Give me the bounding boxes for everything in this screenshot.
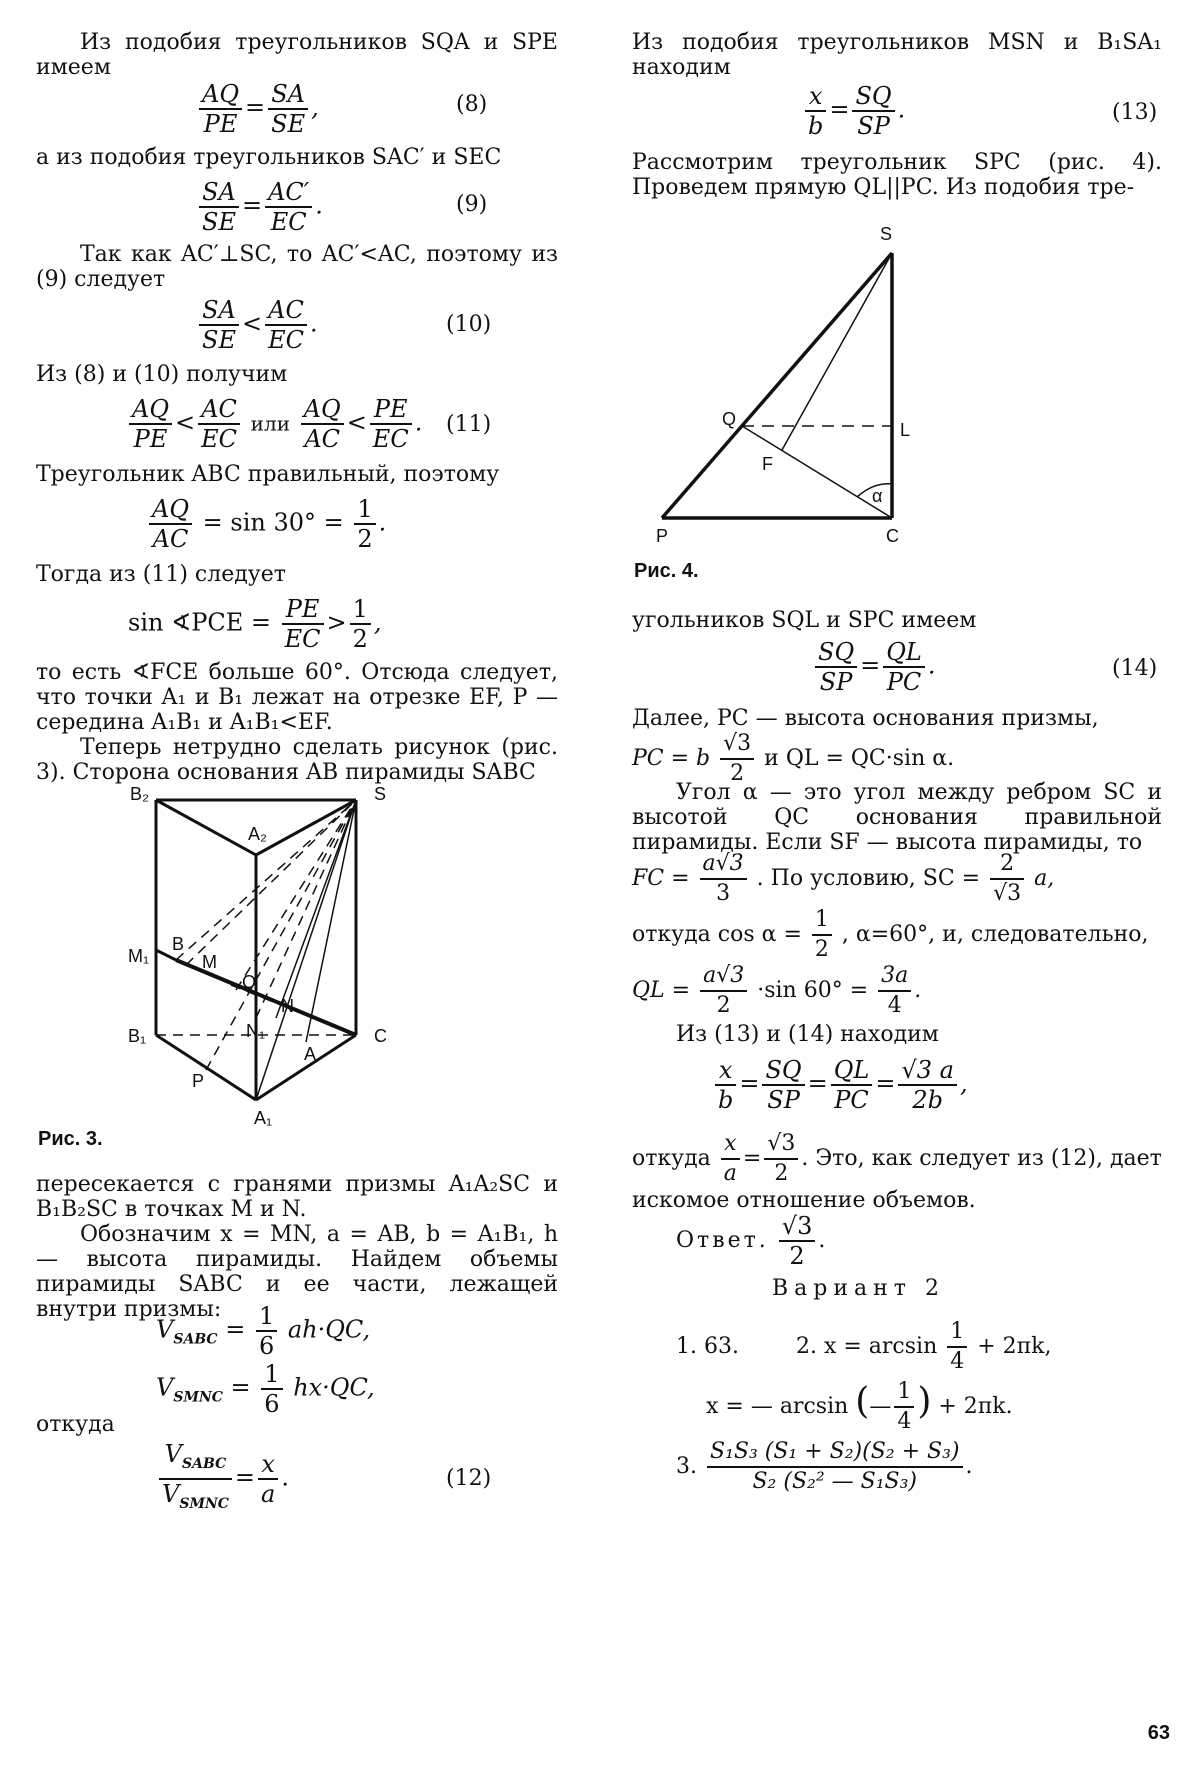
segment-sf: [782, 253, 892, 450]
fig-label: Q: [242, 972, 257, 992]
equation-final: $\frac{x}{b}$ = $\frac{SQ}{SP}$ = $\frac{QL}{PC}$ = $\frac{√3 a}{2b}$ ,: [712, 1056, 968, 1114]
paragraph: Из подобия треугольников MSN и B₁SA₁ находим: [632, 30, 1162, 80]
equation-text: FC =: [632, 866, 690, 891]
equation-text: QL =: [632, 978, 691, 1003]
v-symbol: V: [156, 1315, 174, 1344]
answer-3: 3. $\frac{\text{S₁S₃ (S₁ + S₂)(S₂ + S₃)}}{\text{S₂ (S₂² — S₁S₃)}}$ .: [676, 1439, 973, 1494]
equation-9: $\frac{SA}{SE}$ = $\frac{AC'}{EC}$ .: [196, 178, 323, 236]
fig-label: A₂: [248, 824, 267, 844]
answer-1: 1. 63.: [676, 1334, 739, 1359]
equation-text: = sin 30° =: [202, 508, 344, 537]
answer-2: 2. x = arcsin: [795, 1334, 938, 1359]
equation-text: a,: [1034, 866, 1055, 891]
paragraph: Обозначим x = MN, a = AB, b = A₁B₁, h — высота пирамиды. Найдем объемы пирамиды SABC и ее части, лежащей внутри призмы:: [36, 1222, 558, 1322]
fig-label: A: [304, 1044, 317, 1064]
figure-caption: Рис. 4.: [634, 560, 699, 582]
equation-sin30: $\frac{AQ}{AC}$ = sin 30° = $\frac{1}{2}$ .: [146, 495, 386, 553]
equation-sinpce: sin ∢PCE = $\frac{PE}{EC}$ > $\frac{1}{2}$ ,: [128, 595, 382, 653]
paragraph: Треугольник ABC правильный, поэтому: [36, 462, 500, 487]
equation-text: hx·QC,: [293, 1373, 375, 1402]
fig-label: C: [374, 1026, 387, 1046]
equation-text: откуда: [632, 1146, 711, 1171]
v-symbol: V: [156, 1373, 174, 1402]
edge: [156, 800, 256, 855]
answer-2b: x = — arcsin (— $\frac{1}{4}$ ) + 2πk.: [706, 1379, 1013, 1434]
equation-text: откуда cos α =: [632, 922, 802, 947]
line: [276, 800, 356, 1018]
paragraph: Из (13) и (14) находим: [676, 1022, 939, 1047]
fig-label: M: [202, 952, 217, 972]
fig-label: P: [656, 526, 669, 546]
paragraph: Рассмотрим треугольник SPC (рис. 4). Проведем прямую QL||PC. Из подобия тре-: [632, 150, 1162, 200]
paragraph: Угол α — это угол между ребром SC и высотой QC основания правильной пирамиды. Если SF — высота пирамиды, то: [632, 780, 1162, 855]
eq-tag: (8): [456, 92, 488, 117]
equation-vsmnc: $V_{SMNC}$ = $\frac{1}{6}$ hx·QC,: [156, 1360, 375, 1418]
fig-label: Q: [722, 409, 737, 429]
fig-label: F: [762, 454, 773, 474]
equation-ratio: откуда $\frac{x}{a}$ = $\frac{√3}{2}$ . Это, как следует из (12), дает искомое отношение объемов.: [632, 1131, 1162, 1213]
fig-label: L: [900, 420, 911, 440]
edge: [156, 1035, 256, 1100]
dashed-line: [256, 800, 356, 1018]
equation-14: $\frac{SQ}{SP}$ = $\frac{QL}{PC}$ .: [812, 638, 936, 696]
equation-10: $\frac{SA}{SE}$ < $\frac{AC}{EC}$ .: [196, 296, 318, 354]
equation-cos: откуда cos α = $\frac{1}{2}$ , α=60°, и, следовательно,: [632, 907, 1149, 962]
fig-label: P: [192, 1071, 205, 1091]
paragraph: то есть ∢FCE больше 60°. Отсюда следует, что точки A₁ и B₁ лежат на отрезке EF, P — середина A₁B₁ и A₁B₁<EF.: [36, 660, 558, 735]
equation-text: sin ∢PCE =: [128, 608, 271, 637]
paragraph: а из подобия треугольников SAC′ и SEC: [36, 145, 502, 170]
or-word: или: [250, 411, 291, 436]
line: [306, 800, 356, 1042]
equation-fc: FC = $\frac{a√3}{3}$ . По условию, SC = $\frac{2}{√3}$ a,: [632, 851, 1055, 906]
answer-2-end: + 2πk,: [977, 1334, 1052, 1359]
equation-11: $\frac{AQ}{PE}$ < $\frac{AC}{EC}$ или $\frac{AQ}{AC}$ < $\frac{PE}{EC}$ .: [126, 395, 422, 453]
edge-sp: [662, 253, 892, 518]
answer-2b-end: + 2πk.: [938, 1394, 1013, 1419]
eq-tag: (9): [456, 192, 488, 217]
paragraph: Далее, PC — высота основания призмы,: [632, 706, 1099, 731]
equation-text: и QL = QC·sin α.: [764, 746, 955, 771]
equation-text: PC = b: [632, 746, 711, 771]
equation-text: ·sin 60° =: [757, 978, 869, 1003]
paragraph: Тогда из (11) следует: [36, 562, 286, 587]
paragraph: откуда: [36, 1412, 115, 1437]
eq-tag: (12): [446, 1466, 492, 1491]
fig-label: C: [886, 526, 899, 546]
fig-label: B₂: [130, 784, 149, 804]
equation-8: $\frac{AQ}{PE}$ = $\frac{SA}{SE}$ ,: [196, 80, 319, 138]
eq-tag: (11): [446, 412, 492, 437]
eq-tag: (13): [1112, 100, 1158, 125]
fig-label: N₁: [246, 1021, 266, 1041]
page-number: 63: [1147, 1722, 1170, 1744]
fig-label: B: [172, 934, 185, 954]
figure-caption: Рис. 3.: [38, 1128, 103, 1150]
fig-label: N: [281, 996, 294, 1016]
answer-1-2: 1. 63. 2. x = arcsin $\frac{1}{4}$ + 2πk,: [676, 1319, 1052, 1374]
v-subscript: SABC: [173, 1331, 218, 1348]
equation-text: ah·QC,: [287, 1315, 371, 1344]
figure-3: [126, 780, 456, 1140]
answer-3-label: 3.: [676, 1454, 697, 1479]
answer-label: Ответ.: [676, 1228, 769, 1253]
paragraph: Из (8) и (10) получим: [36, 362, 288, 387]
equation-pc: PC = b $\frac{√3}{2}$ и QL = QC·sin α.: [632, 731, 955, 786]
paragraph: угольников SQL и SPC имеем: [632, 608, 977, 633]
equation-text: . Это, как следует из (12), дает искомое отношение объемов.: [632, 1146, 1162, 1213]
fig-label: M₁: [128, 946, 150, 966]
fig-label: α: [872, 486, 883, 506]
variant-heading: Вариант 2: [772, 1276, 945, 1301]
paragraph: Теперь нетрудно сделать рисунок (рис. 3). Сторона основания AB пирамиды SABC: [36, 735, 558, 785]
answer: Ответ. $\frac{√3}{2}$ .: [676, 1212, 826, 1270]
paragraph: Из подобия треугольников SQA и SPE имеем: [36, 30, 558, 80]
equation-text: , α=60°, и, следовательно,: [841, 922, 1149, 947]
equation-ql: QL = $\frac{a√3}{2}$ ·sin 60° = $\frac{3a}{4}$ .: [632, 963, 922, 1018]
equation-vsabc: $V_{SABC}$ = $\frac{1}{6}$ ah·QC,: [156, 1302, 371, 1360]
figure-4: [652, 220, 1032, 550]
answer-2b-text: x = — arcsin: [706, 1394, 849, 1419]
fig-label: B₁: [128, 1026, 147, 1046]
equation-12: $\frac{V_{SABC}}{V_{SMNC}}$ = $\frac{x}{a}$ .: [156, 1440, 289, 1518]
dashed-line: [186, 800, 356, 965]
paragraph: пересекается с гранями призмы A₁A₂SC и B₁B₂SC в точках M и N.: [36, 1172, 558, 1222]
fig-label: S: [374, 784, 387, 804]
eq-tag: (14): [1112, 656, 1158, 681]
paragraph: Так как AC′⊥SC, то AC′<AC, поэтому из (9) следует: [36, 242, 558, 292]
equation-13: $\frac{x}{b}$ = $\frac{SQ}{SP}$ .: [802, 82, 905, 140]
fig-label: S: [880, 224, 893, 244]
fig-label: A₁: [254, 1108, 273, 1128]
v-subscript: SMNC: [173, 1389, 223, 1406]
equation-text: . По условию, SC =: [756, 866, 981, 891]
eq-tag: (10): [446, 312, 492, 337]
